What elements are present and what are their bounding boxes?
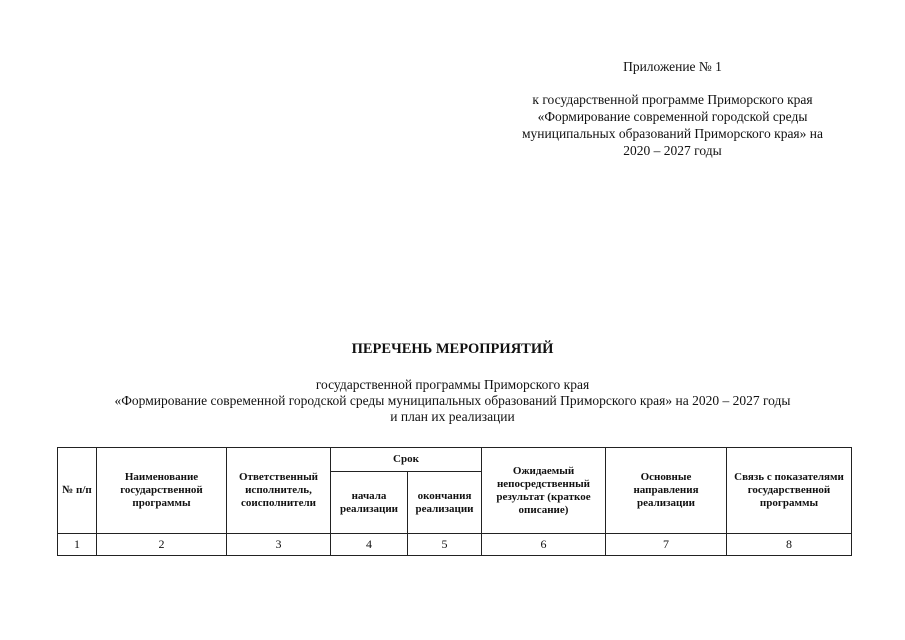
header-expected-result: Ожидаемый непосредственный результат (краткое описание) [482, 448, 606, 534]
appendix-line: 2020 – 2027 годы [623, 143, 722, 158]
column-number-cell: 3 [227, 534, 331, 556]
header-number: № п/п [58, 448, 97, 534]
header-indicators-link: Связь с показателями государственной программы [727, 448, 852, 534]
document-subtitle [0, 377, 905, 425]
column-number-cell: 8 [727, 534, 852, 556]
subtitle-line: «Формирование современной городской среды муниципальных образований Приморского края» на 2020 – 2027 годы [114, 393, 791, 408]
header-term: Срок [331, 448, 482, 472]
subtitle-line: и план их реализации [390, 409, 515, 424]
header-executor: Ответственный исполнитель, соисполнители [227, 448, 331, 534]
subtitle-line: государственной программы Приморского края [315, 377, 590, 392]
events-table [57, 447, 852, 556]
header-program-name: Наименование государственной программы [97, 448, 227, 534]
appendix-line: «Формирование современной городской среды [537, 109, 808, 124]
header-start: начала реализации [331, 472, 408, 534]
header-end: окончания реализации [408, 472, 482, 534]
column-number-cell: 7 [606, 534, 727, 556]
column-number-cell: 1 [58, 534, 97, 556]
column-number-cell: 4 [331, 534, 408, 556]
header-directions: Основные направления реализации [606, 448, 727, 534]
appendix-number: Приложение № 1 [623, 59, 722, 74]
appendix-line: к государственной программе Приморского края [532, 92, 813, 107]
appendix-line: муниципальных образований Приморского края» на [521, 126, 823, 141]
document-title: ПЕРЕЧЕНЬ МЕРОПРИЯТИЙ [351, 341, 554, 357]
column-number-cell: 6 [482, 534, 606, 556]
appendix-block [480, 58, 865, 159]
column-number-cell: 2 [97, 534, 227, 556]
column-number-cell: 5 [408, 534, 482, 556]
